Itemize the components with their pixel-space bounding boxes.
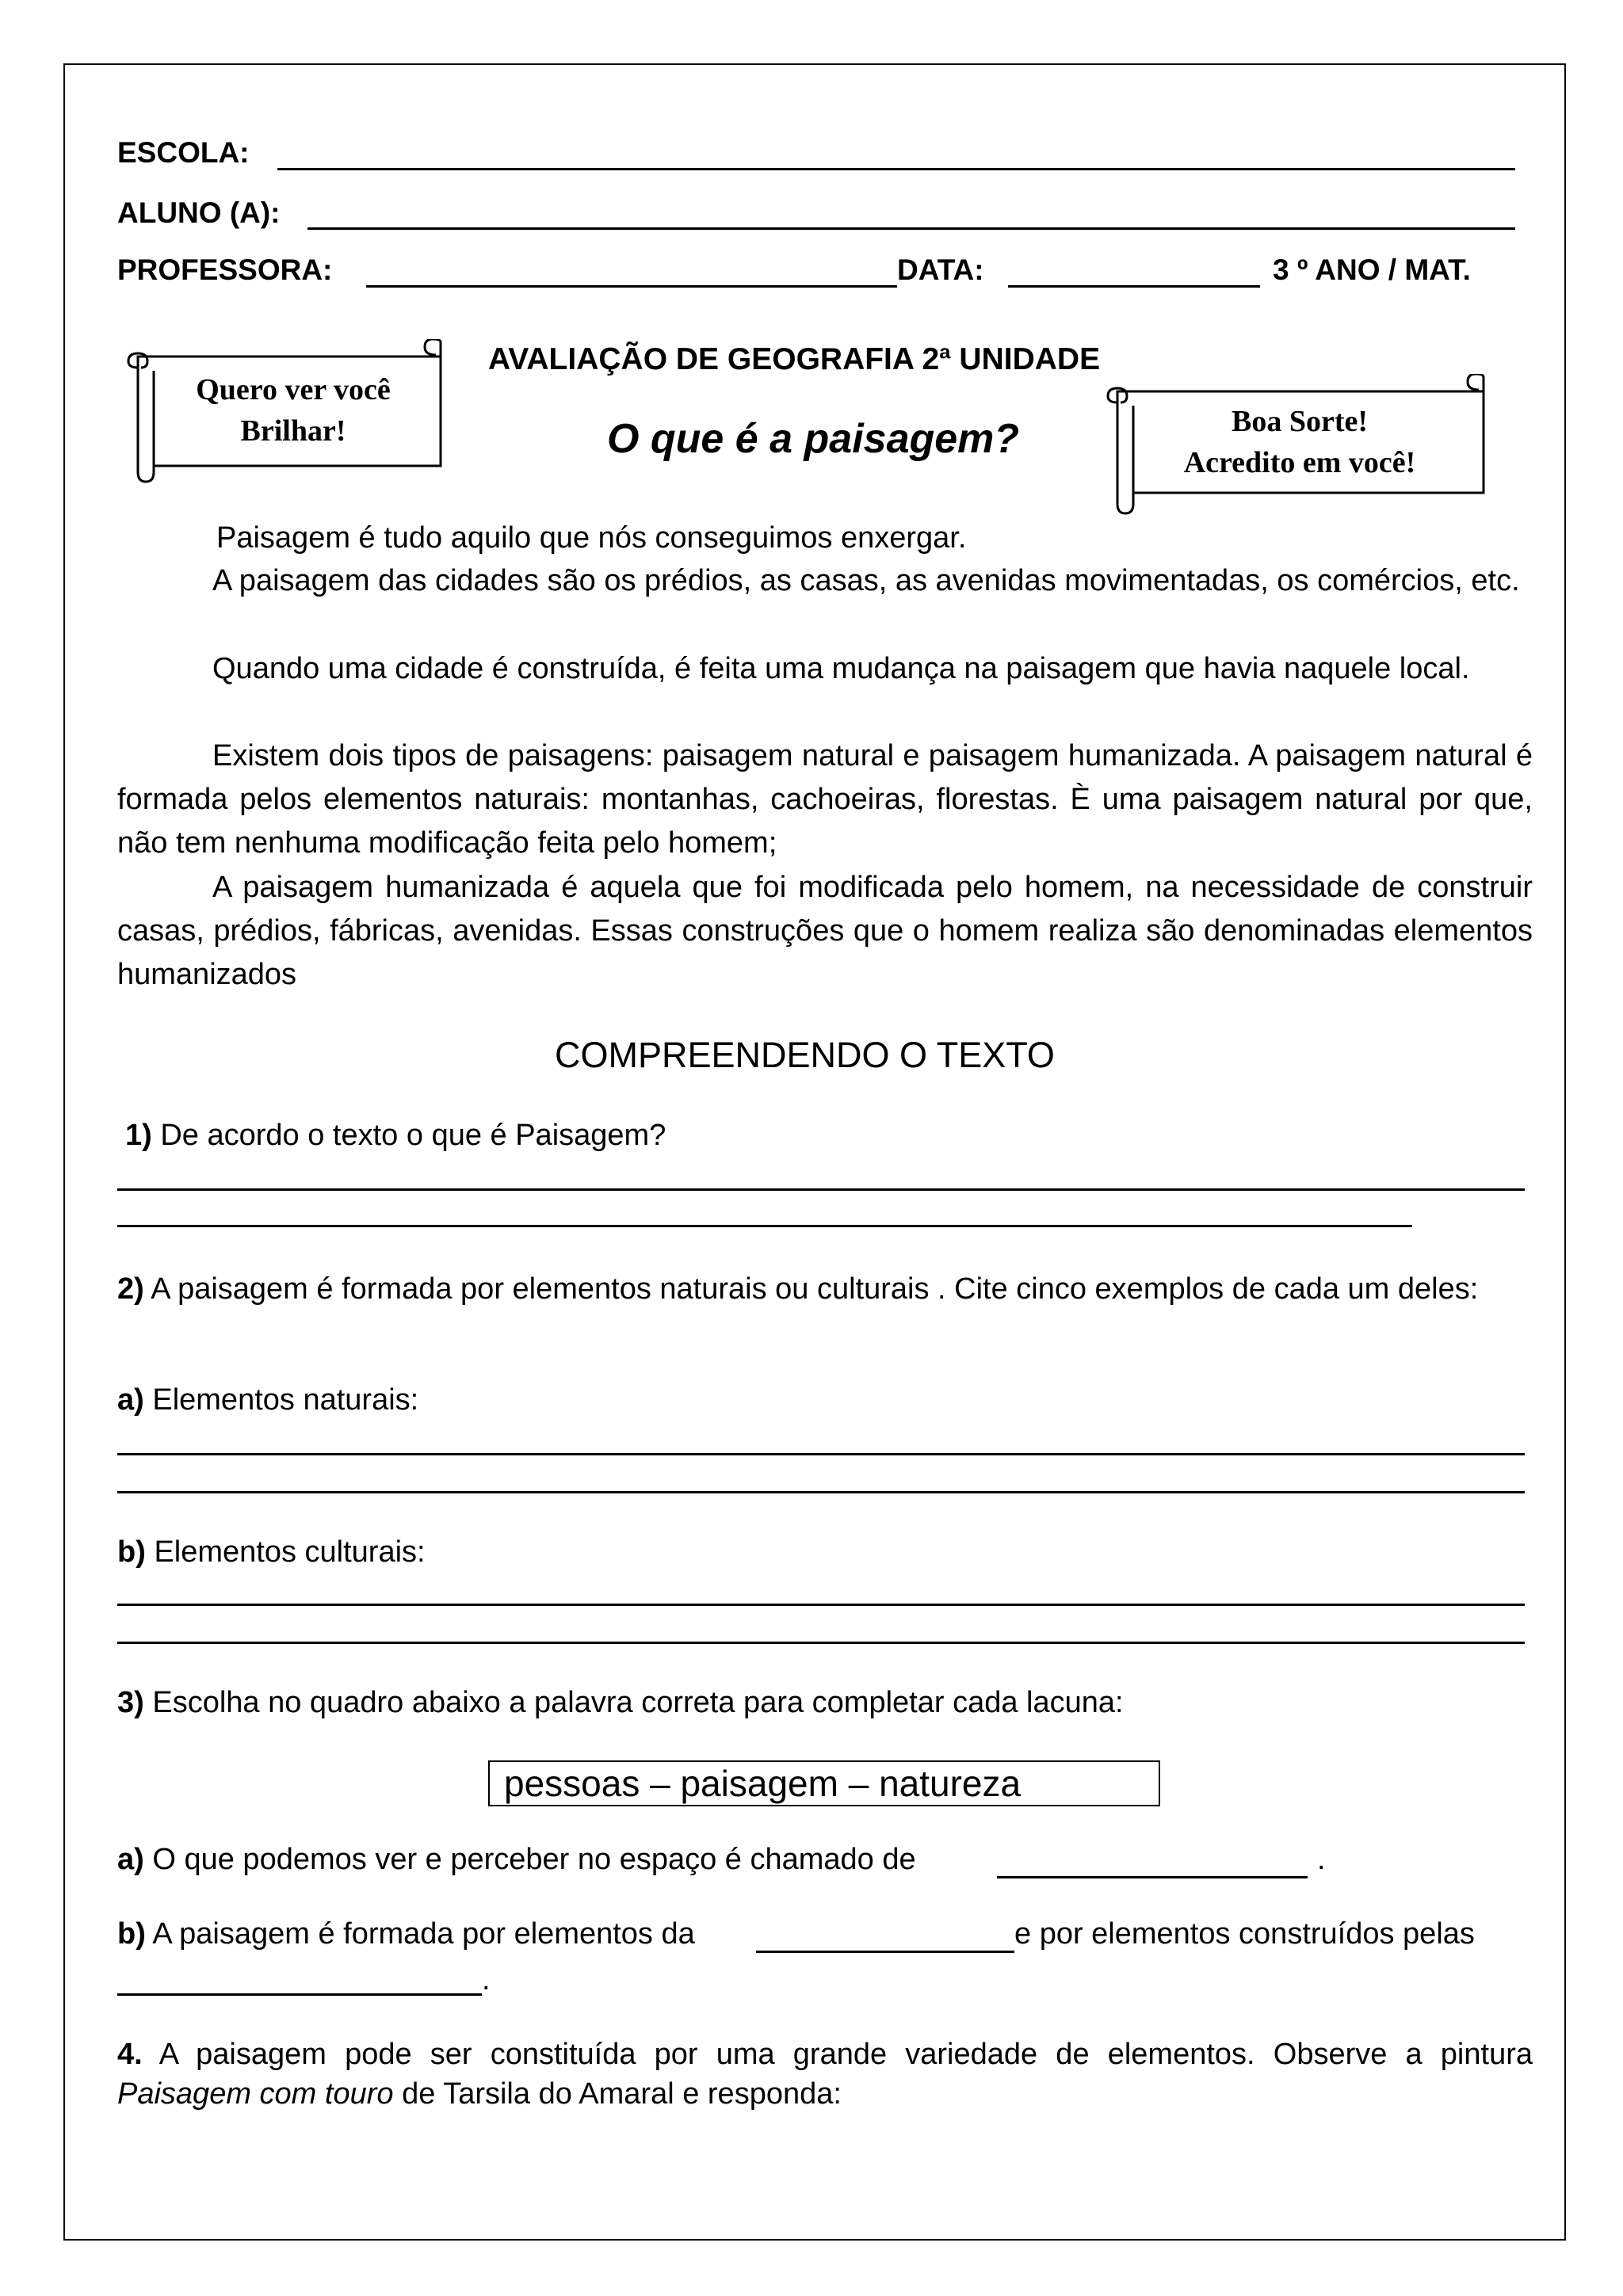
banner-right-line2: Acredito em você! — [1183, 446, 1416, 479]
banner-left-line2: Brilhar! — [240, 414, 346, 448]
question-2a: a) Elementos naturais: — [117, 1383, 419, 1417]
q3b-middle: e por elementos construídos pelas — [1014, 1917, 1475, 1951]
question-2: 2) A paisagem é formada por elementos naturais ou culturais . Cite cinco exemplos de cada um deles: — [117, 1272, 1479, 1306]
blank-q3a[interactable] — [997, 1876, 1308, 1878]
banner-left-line1: Quero ver você — [196, 373, 391, 406]
paragraph-4: Existem dois tipos de paisagens: paisagem natural e paisagem humanizada. A paisagem natural é formada pelos elementos naturais: montanhas, cachoeiras, florestas. È uma paisagem natural por que, não tem nenhuma modificação feita pelo homem; — [117, 739, 1533, 860]
paragraph-5: A paisagem humanizada é aquela que foi modificada pelo homem, na necessidade de construir casas, prédios, fábricas, avenidas. Essas construções que o homem realiza são denominadas elementos humanizados — [117, 871, 1533, 991]
blank-q3b-2[interactable] — [117, 1993, 482, 1996]
grade-label: 3 º ANO / MAT. — [1273, 254, 1471, 286]
banner-right-text — [1133, 401, 1466, 483]
question-4: 4. A paisagem pode ser constituída por uma grande variedade de elementos. Observe a pintura Paisagem com touro de Tarsila do Amaral e responda: — [117, 2038, 1533, 2111]
answer-line-q2b-2[interactable] — [117, 1642, 1525, 1644]
question-2b: b) Elementos culturais: — [117, 1535, 426, 1569]
word-box: pessoas – paisagem – natureza — [488, 1760, 1160, 1806]
answer-line-q2a-2[interactable] — [117, 1491, 1525, 1493]
page-title: O que é a paisagem? — [607, 416, 1020, 462]
exam-title: AVALIAÇÃO DE GEOGRAFIA 2ª UNIDADE — [488, 342, 1101, 376]
question-3: 3) Escolha no quadro abaixo a palavra correta para completar cada lacuna: — [117, 1686, 1124, 1719]
answer-line-q2a-1[interactable] — [117, 1453, 1525, 1455]
date-field[interactable] — [1008, 285, 1260, 288]
banner-right-line1: Boa Sorte! — [1231, 405, 1369, 438]
student-field[interactable] — [307, 227, 1515, 230]
answer-line-q2b-1[interactable] — [117, 1604, 1525, 1606]
question-1: 1) De acordo o texto o que é Paisagem? — [125, 1119, 666, 1152]
banner-left-text — [151, 369, 436, 452]
school-label: ESCOLA: — [117, 136, 250, 169]
q3b-end: . — [482, 1963, 491, 1997]
student-label: ALUNO (A): — [117, 196, 281, 229]
paragraph-1: Paisagem é tudo aquilo que nós conseguimos enxergar. — [216, 521, 967, 555]
blank-q3b-1[interactable] — [756, 1951, 1014, 1953]
paragraph-2: A paisagem das cidades são os prédios, as casas, as avenidas movimentadas, os comércios, etc. — [212, 564, 1520, 597]
school-field[interactable] — [277, 168, 1515, 170]
section-title: COMPREENDENDO O TEXTO — [555, 1035, 1055, 1075]
answer-line-q1-1[interactable] — [117, 1188, 1525, 1191]
teacher-field[interactable] — [366, 285, 897, 288]
question-3b: b) A paisagem é formada por elementos da — [117, 1917, 695, 1951]
date-label: DATA: — [897, 254, 984, 286]
q3a-end: . — [1317, 1843, 1326, 1876]
answer-line-q1-2[interactable] — [117, 1225, 1412, 1227]
teacher-label: PROFESSORA: — [117, 254, 333, 286]
question-3a: a) O que podemos ver e perceber no espaço é chamado de — [117, 1843, 916, 1876]
paragraph-3: Quando uma cidade é construída, é feita uma mudança na paisagem que havia naquele local. — [212, 652, 1470, 685]
